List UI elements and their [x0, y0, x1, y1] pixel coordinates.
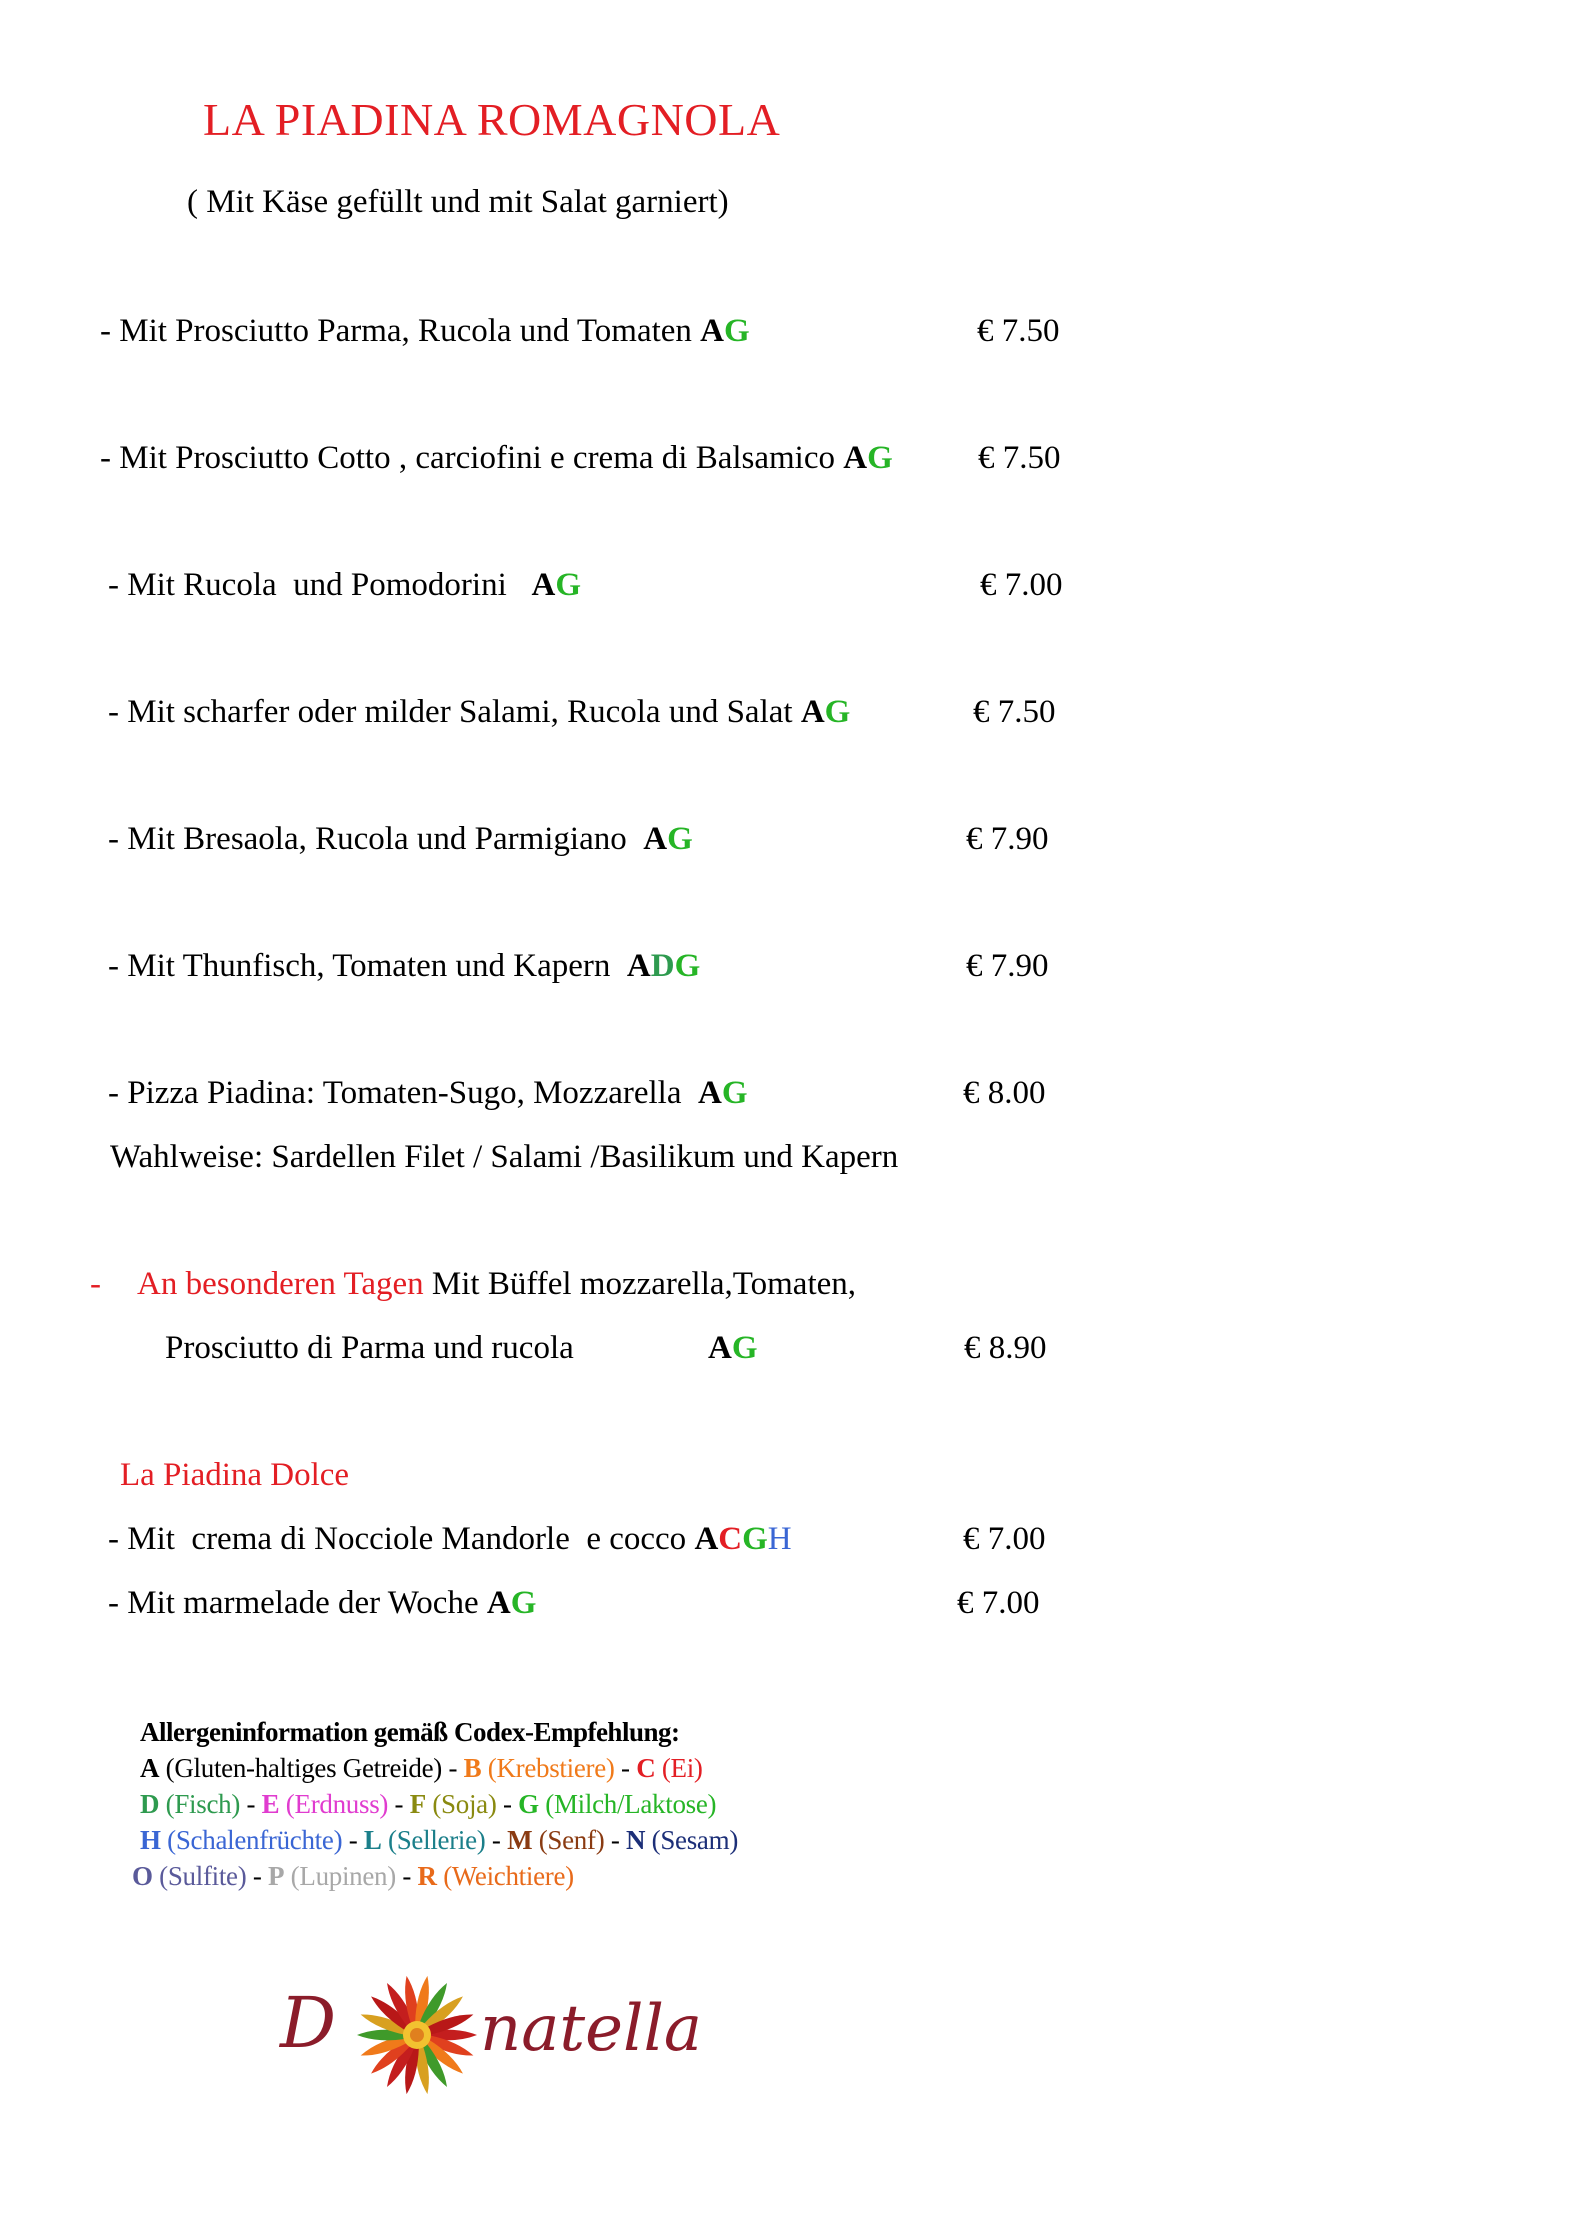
- allergen-code-a: A: [700, 313, 725, 349]
- allergen-code-a: A: [800, 694, 825, 730]
- menu-item: [100, 440, 893, 477]
- legend-separator: -: [342, 1825, 364, 1855]
- legend-desc: (Schalenfrüchte): [160, 1825, 343, 1855]
- item-price: € 7.50: [973, 694, 1056, 730]
- allergen-legend-heading: Allergeninformation gemäß Codex-Empfehlung:: [140, 1717, 680, 1747]
- item-text: - Mit marmelade der Woche: [108, 1585, 487, 1621]
- item-text: - Mit Prosciutto Cotto , carciofini e crema di Balsamico: [100, 440, 844, 476]
- legend-desc: (Sesam): [645, 1825, 739, 1855]
- item-text: - Pizza Piadina: Tomaten-Sugo, Mozzarella: [108, 1075, 698, 1111]
- special-text: Mit Büffel mozzarella,Tomaten,: [423, 1266, 857, 1302]
- allergen-code-g: G: [824, 694, 851, 730]
- legend-code-o: O: [132, 1861, 153, 1891]
- item-price: € 7.50: [977, 313, 1060, 349]
- legend-code-f: F: [409, 1789, 426, 1819]
- allergen-code-a: A: [698, 1075, 722, 1111]
- legend-desc: (Sellerie): [381, 1825, 486, 1855]
- legend-separator: -: [442, 1753, 464, 1783]
- legend-separator: -: [240, 1789, 262, 1819]
- menu-item: [108, 1075, 748, 1112]
- page-title: LA PIADINA ROMAGNOLA: [203, 94, 781, 145]
- legend-code-m: M: [507, 1825, 533, 1855]
- menu-item: [108, 821, 693, 858]
- legend-separator: -: [604, 1825, 626, 1855]
- item-text: - Mit Thunfisch, Tomaten und Kapern: [108, 948, 627, 984]
- allergen-code-a: A: [531, 567, 556, 603]
- item-text: - Mit Prosciutto Parma, Rucola und Tomaten: [100, 313, 701, 349]
- allergen-code-a: A: [486, 1585, 511, 1621]
- legend-desc: (Erdnuss): [279, 1789, 389, 1819]
- allergen-code-a: A: [694, 1521, 719, 1557]
- legend-separator: -: [614, 1753, 637, 1783]
- menu-item: [108, 948, 700, 985]
- allergen-code-g: G: [731, 1330, 758, 1366]
- pizza-note: Wahlweise: Sardellen Filet / Salami /Basilikum und Kapern: [110, 1139, 899, 1175]
- legend-desc: (Senf): [532, 1825, 605, 1855]
- item-price: € 8.90: [964, 1330, 1047, 1366]
- menu-item: [108, 1585, 536, 1622]
- allergen-code-a: A: [643, 821, 668, 857]
- special-item-line2: [165, 1330, 574, 1367]
- item-price: € 8.00: [963, 1075, 1046, 1111]
- legend-code-h: H: [140, 1825, 161, 1855]
- special-text: Prosciutto di Parma und rucola: [165, 1330, 574, 1366]
- legend-desc: (Weichtiere): [436, 1861, 574, 1891]
- legend-desc: (Fisch): [159, 1789, 241, 1819]
- item-text: - Mit Bresaola, Rucola und Parmigiano: [108, 821, 644, 857]
- legend-desc: (Gluten-haltiges Getreide): [159, 1753, 442, 1783]
- legend-code-c: C: [636, 1753, 656, 1783]
- item-text: - Mit Rucola und Pomodorini: [108, 567, 532, 603]
- allergen-code-a: A: [708, 1330, 732, 1366]
- legend-separator: -: [395, 1861, 418, 1891]
- menu-item: [108, 694, 850, 731]
- legend-code-p: P: [268, 1861, 285, 1891]
- item-price: € 7.50: [978, 440, 1061, 476]
- donatella-logo: [280, 1970, 703, 2100]
- item-text: - Mit crema di Nocciole Mandorle e cocco: [108, 1521, 695, 1557]
- item-price: € 7.90: [966, 821, 1049, 857]
- legend-desc: (Milch/Laktose): [538, 1789, 717, 1819]
- special-dash: -: [90, 1266, 101, 1302]
- item-price: € 7.00: [963, 1521, 1046, 1557]
- legend-desc: (Lupinen): [284, 1861, 396, 1891]
- allergen-code-g: G: [742, 1521, 768, 1557]
- allergen-code-a: A: [626, 948, 651, 984]
- chili-sun-icon: [352, 1970, 482, 2100]
- allergen-code-g: G: [674, 948, 701, 984]
- legend-code-r: R: [417, 1861, 437, 1891]
- allergen-code-g: G: [667, 821, 693, 857]
- special-codes: [708, 1330, 758, 1367]
- legend-code-a: A: [140, 1753, 160, 1783]
- allergen-code-d: D: [650, 948, 675, 984]
- item-price: € 7.00: [957, 1585, 1040, 1621]
- item-text: - Mit scharfer oder milder Salami, Rucola und Salat: [108, 694, 801, 730]
- allergen-legend-line: [132, 1861, 574, 1892]
- legend-code-n: N: [625, 1825, 646, 1855]
- allergen-code-g: G: [867, 440, 893, 476]
- legend-code-d: D: [140, 1789, 160, 1819]
- menu-item: [100, 313, 750, 350]
- allergen-code-a: A: [843, 440, 868, 476]
- legend-desc: (Soja): [425, 1789, 497, 1819]
- legend-separator: -: [246, 1861, 269, 1891]
- special-highlight: An besonderen Tagen: [137, 1266, 424, 1302]
- legend-separator: -: [485, 1825, 508, 1855]
- item-price: € 7.00: [980, 567, 1063, 603]
- legend-code-g: G: [518, 1789, 539, 1819]
- allergen-code-g: G: [555, 567, 582, 603]
- allergen-legend-line: [140, 1753, 703, 1784]
- legend-desc: (Sulfite): [152, 1861, 247, 1891]
- legend-code-b: B: [463, 1753, 482, 1783]
- subtitle: ( Mit Käse gefüllt und mit Salat garniert): [187, 184, 729, 220]
- item-price: € 7.90: [966, 948, 1049, 984]
- special-item: [90, 1266, 856, 1303]
- logo-text: natella: [480, 1992, 703, 2066]
- section-heading-dolce: La Piadina Dolce: [120, 1457, 350, 1493]
- allergen-code-h: H: [767, 1521, 792, 1557]
- allergen-legend-line: [140, 1789, 716, 1820]
- allergen-code-c: C: [718, 1521, 743, 1557]
- menu-item: [108, 1521, 792, 1558]
- allergen-code-g: G: [724, 313, 750, 349]
- legend-separator: -: [496, 1789, 519, 1819]
- logo-letter: D: [280, 1982, 337, 2064]
- legend-code-e: E: [261, 1789, 280, 1819]
- legend-desc: (Krebstiere): [481, 1753, 615, 1783]
- allergen-legend-line: [140, 1825, 738, 1856]
- legend-desc: (Ei): [655, 1753, 703, 1783]
- menu-item: [108, 567, 581, 604]
- legend-code-l: L: [363, 1825, 382, 1855]
- legend-separator: -: [388, 1789, 410, 1819]
- allergen-code-g: G: [510, 1585, 537, 1621]
- allergen-code-g: G: [721, 1075, 748, 1111]
